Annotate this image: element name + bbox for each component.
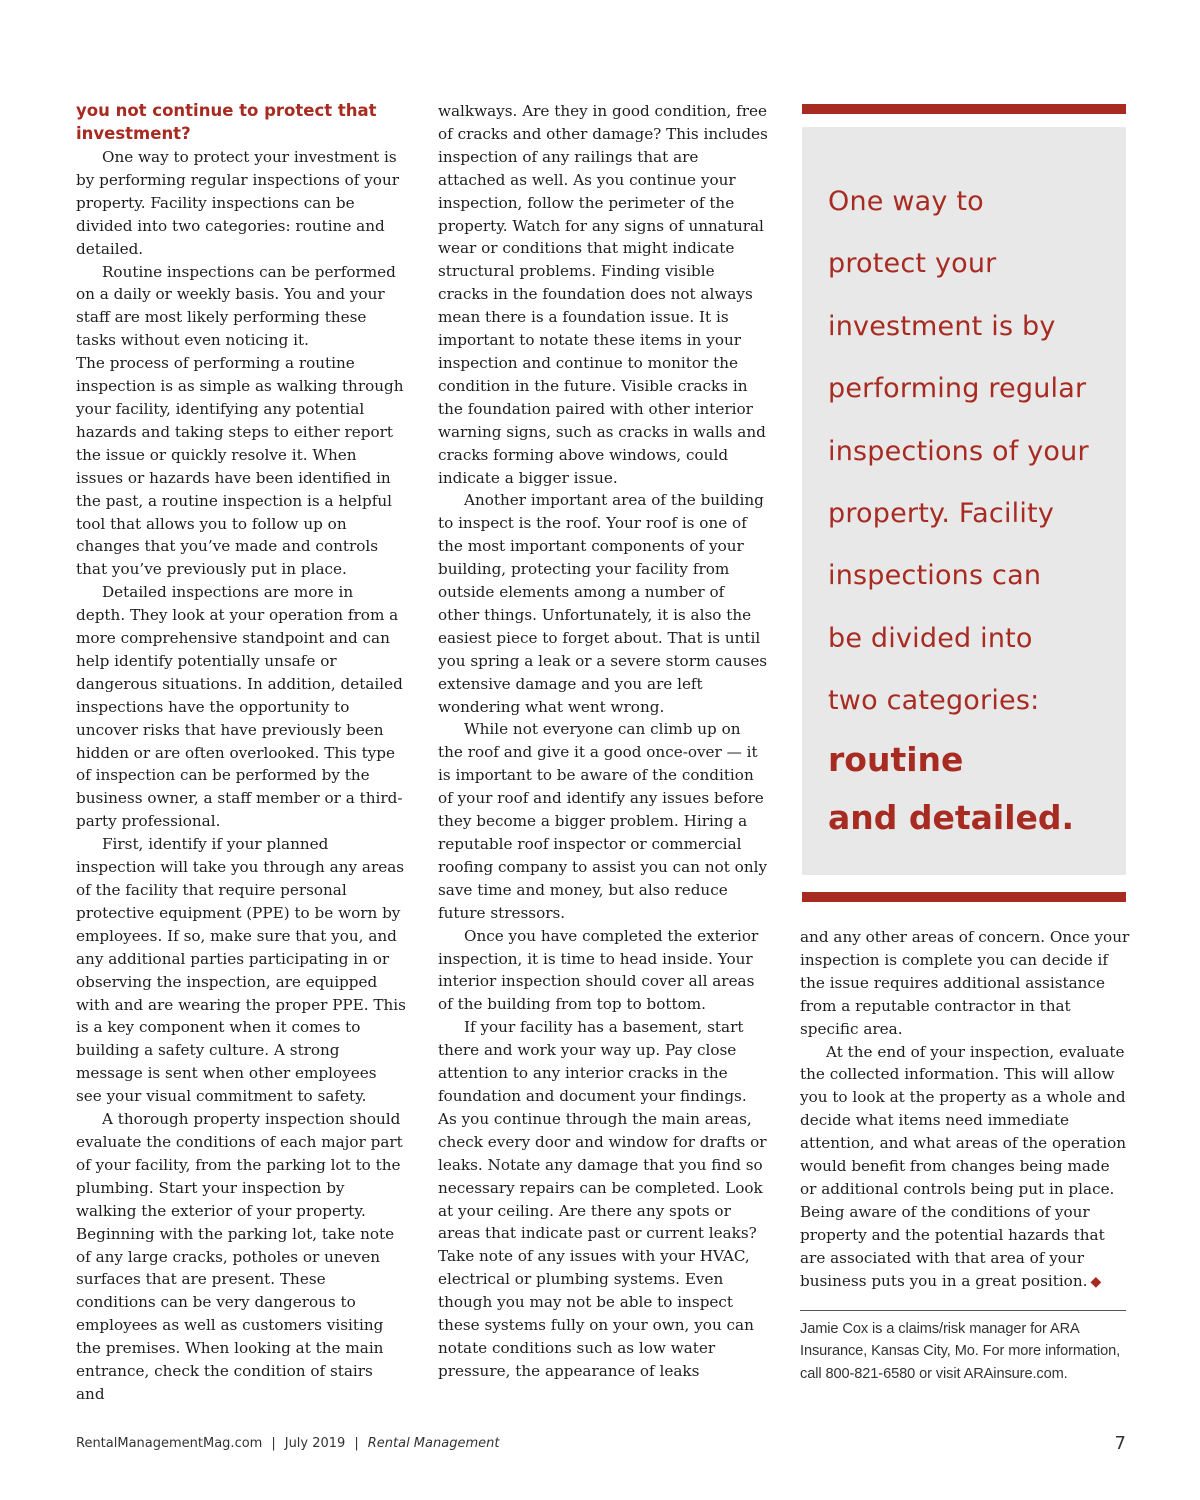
pull-quote-line: inspections of your xyxy=(828,435,1089,467)
footer-site: RentalManagementMag.com xyxy=(76,1436,263,1451)
pull-quote-line: be divided into xyxy=(828,622,1033,654)
paragraph: Detailed inspections are more in depth. They look at your operation from a more comprehensive standpoint and can help identify potentially unsafe or dangerous situations. In addition, detailed inspections have the opportunity to uncover risks that have previously been hidden or are often overlooked. This type of inspection can be performed by the business owner, a staff member or a third-party professional. xyxy=(76,583,403,831)
footer-separator: | xyxy=(354,1436,359,1451)
pull-quote-line: investment is by xyxy=(828,310,1056,342)
paragraph: walkways. Are they in good condition, free of cracks and other damage? This includes inspection of any railings that are attached as well. As you continue your inspection, follow the perimeter of the property. Watch for any signs of unnatural wear or conditions that might indicate structural problems. Finding visible cracks in the foundation does not always mean there is a foundation issue. It is important to notate these items in your inspection and continue to monitor the condition in the future. Visible cracks in the foundation paired with other interior warning signs, such as cracks in walls and cracks forming above windows, could indicate a bigger issue. xyxy=(438,102,768,487)
author-bio: Jamie Cox is a claims/risk manager for ARA Insurance, Kansas City, Mo. For more information, call 800-821-6580 or visit ARAinsure.com. xyxy=(800,1321,1121,1382)
paragraph: The process of performing a routine inspection is as simple as walking through your facility, identifying any potential hazards and taking steps to either report the issue or quickly resolve it. When issues or hazards have been identified in the past, a routine inspection is a helpful tool that allows you to follow up on changes that you’ve made and controls that you’ve previously put in place. xyxy=(76,354,404,579)
pull-quote-line: protect your xyxy=(828,248,997,280)
pull-quote-bottom-rule xyxy=(802,892,1126,902)
article-column-2 xyxy=(438,100,768,1383)
article-subhead: you not continue to protect that investment? xyxy=(76,101,377,143)
pull-quote-line: performing regular xyxy=(828,373,1087,405)
pull-quote-line: One way to xyxy=(828,186,984,217)
pull-quote-bold-line: and detailed. xyxy=(828,797,1075,837)
paragraph: and any other areas of concern. Once your inspection is complete you can decide if the issue requires additional assistance from a reputable contractor in that specific area. xyxy=(800,928,1130,1038)
paragraph-text: At the end of your inspection, evaluate the collected information. This will allow you to look at the property as a whole and decide what items need immediate attention, and what areas of the operation would benefit from changes being made or additional controls being put in place. Being aware of the conditions of your property and the potential hazards that are associated with that area of your business puts you in a great position. xyxy=(800,1042,1127,1290)
pull-quote-line: property. Facility xyxy=(828,498,1055,530)
page-number: 7 xyxy=(1114,1433,1126,1454)
paragraph: Routine inspections can be performed on a daily or weekly basis. You and your staff are most likely performing these tasks without even noticing it. xyxy=(76,262,396,350)
paragraph: First, identify if your planned inspection will take you through any areas of the facility that require personal protective equipment (PPE) to be worn by employees. If so, make sure that you, and any additional parties participating in or observing the inspection, are equipped with and are wearing the proper PPE. This is a key component when it comes to building a safety culture. A strong message is sent when other employees see your visual commitment to safety. xyxy=(76,835,406,1106)
article-column-3 xyxy=(800,926,1130,1294)
pull-quote-bold-line: routine xyxy=(828,739,964,779)
paragraph: A thorough property inspection should evaluate the conditions of each major part of your facility, from the parking lot to the plumbing. Start your inspection by walking the exterior of your property. Beginning with the parking lot, take note of any large cracks, potholes or uneven surfaces that are present. These conditions can be very dangerous to employees as well as customers visiting the premises. When looking at the main entrance, check the condition of stairs and xyxy=(76,1110,403,1403)
paragraph: If your facility has a basement, start there and work your way up. Pay close attention to any interior cracks in the foundation and document your findings. As you continue through the main areas, check every door and window for drafts or leaks. Notate any damage that you find so necessary repairs can be completed. Look at your ceiling. Are there any spots or areas that indicate past or current leaks? Take note of any issues with your HVAC, electrical or plumbing systems. Even though you may not be able to inspect these systems fully on your own, you can notate conditions such as low water pressure, the appearance of leaks xyxy=(438,1018,767,1380)
page-footer xyxy=(76,1432,1126,1456)
pull-quote-top-rule xyxy=(802,104,1126,114)
paragraph: Another important area of the building to inspect is the roof. Your roof is one of the most important components of your building, protecting your facility from outside elements among a number of other things. Unfortunately, it is also the easiest piece to forget about. That is until you spring a leak or a severe storm causes extensive damage and you are left wondering what went wrong. xyxy=(438,491,768,716)
article-column-1 xyxy=(76,100,406,1406)
paragraph: Once you have completed the exterior inspection, it is time to head inside. Your interior inspection should cover all areas of the building from top to bottom. xyxy=(438,926,759,1014)
paragraph-final xyxy=(800,1041,1130,1294)
footer-separator: | xyxy=(271,1436,276,1451)
pull-quote xyxy=(802,127,1126,875)
paragraph: One way to protect your investment is by performing regular inspections of your property. Facility inspections can be divided into two categories: routine and detailed. xyxy=(76,148,399,258)
pull-quote-line: inspections can xyxy=(828,560,1042,592)
end-mark-diamond-icon: ◆ xyxy=(1090,1273,1102,1290)
footer-magazine: Rental Management xyxy=(367,1436,500,1451)
paragraph: While not everyone can climb up on the roof and give it a good once-over — it is important to be aware of the condition of your roof and identify any issues before they become a bigger problem. Hiring a reputable roof inspector or commercial roofing company to assist you can not only save time and money, but also reduce future stressors. xyxy=(438,720,768,922)
pull-quote-line: two categories: xyxy=(828,685,1040,717)
bio-divider xyxy=(800,1310,1126,1311)
footer-date: July 2019 xyxy=(284,1436,346,1451)
